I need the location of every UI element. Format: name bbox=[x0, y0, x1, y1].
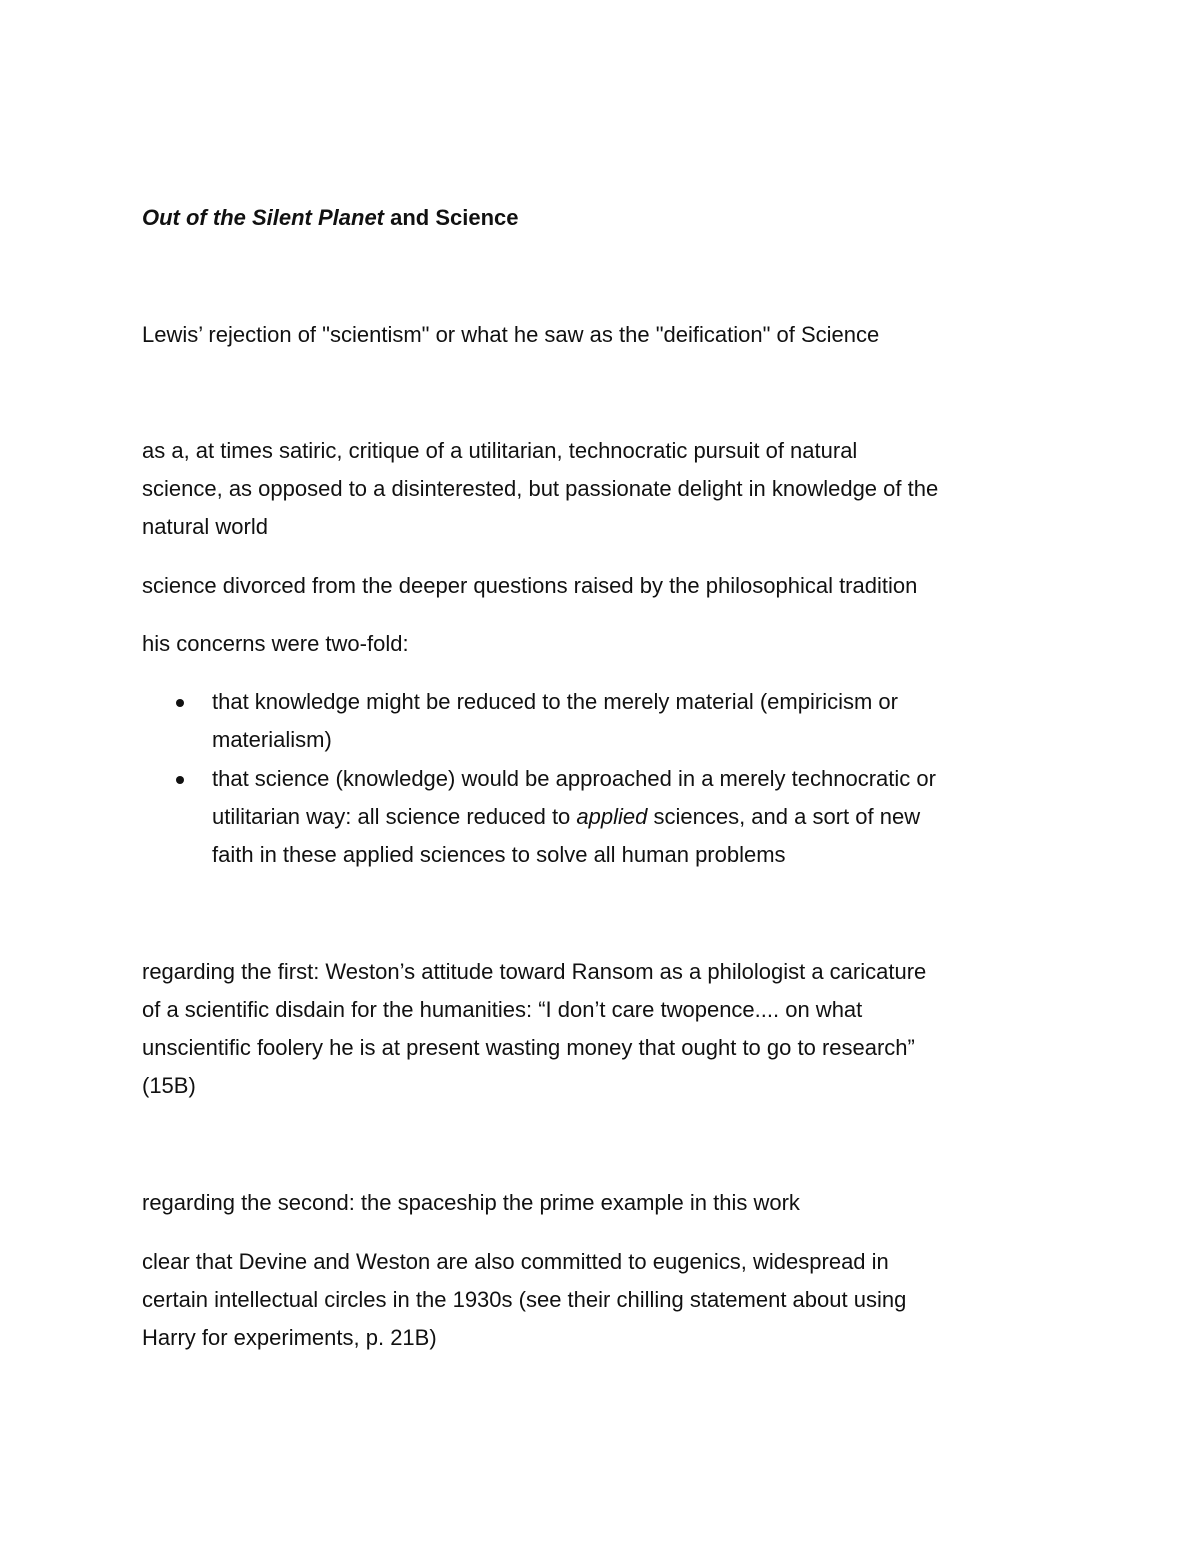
paragraph-line: (15B) bbox=[142, 1073, 196, 1098]
title-rest: and Science bbox=[384, 205, 519, 230]
paragraph-line: as a, at times satiric, critique of a utilitarian, technocratic pursuit of natural bbox=[142, 438, 858, 463]
bullet-icon bbox=[176, 776, 184, 784]
paragraph-lewis-rejection: Lewis’ rejection of "scientism" or what he saw as the "deification" of Science bbox=[142, 322, 880, 347]
paragraph-line: natural world bbox=[142, 514, 268, 539]
title-book-name: Out of the Silent Planet bbox=[142, 205, 385, 230]
paragraph-regarding-second: regarding the second: the spaceship the prime example in this work bbox=[142, 1190, 800, 1215]
document-title bbox=[142, 199, 1072, 237]
paragraph-line: regarding the first: Weston’s attitude toward Ransom as a philologist a caricature bbox=[142, 959, 927, 984]
paragraph-line: science, as opposed to a disinterested, but passionate delight in knowledge of the bbox=[142, 476, 939, 501]
paragraph-science-divorced: science divorced from the deeper questions raised by the philosophical tradition bbox=[142, 573, 918, 598]
list-item-line: materialism) bbox=[212, 727, 332, 752]
bullet-icon bbox=[176, 699, 184, 707]
list-item-line: faith in these applied sciences to solve all human problems bbox=[212, 842, 786, 867]
list-item-text bbox=[212, 683, 1072, 759]
list-item-line: that knowledge might be reduced to the merely material (empiricism or bbox=[212, 689, 898, 714]
list-item-line: that science (knowledge) would be approached in a merely technocratic or bbox=[212, 766, 936, 791]
paragraph-line: Harry for experiments, p. 21B) bbox=[142, 1325, 437, 1350]
paragraph-line: unscientific foolery he is at present wasting money that ought to go to research” bbox=[142, 1035, 915, 1060]
emphasis-applied: applied bbox=[576, 804, 648, 829]
paragraph-line: clear that Devine and Weston are also committed to eugenics, widespread in bbox=[142, 1249, 889, 1274]
paragraph-concerns: his concerns were two-fold: bbox=[142, 631, 409, 656]
list-item-line: utilitarian way: all science reduced to applied sciences, and a sort of new bbox=[212, 804, 921, 829]
paragraph-line: of a scientific disdain for the humanities: “I don’t care twopence.... on what bbox=[142, 997, 863, 1022]
paragraph-line: certain intellectual circles in the 1930s (see their chilling statement about using bbox=[142, 1287, 907, 1312]
list-item-text bbox=[212, 760, 1072, 874]
